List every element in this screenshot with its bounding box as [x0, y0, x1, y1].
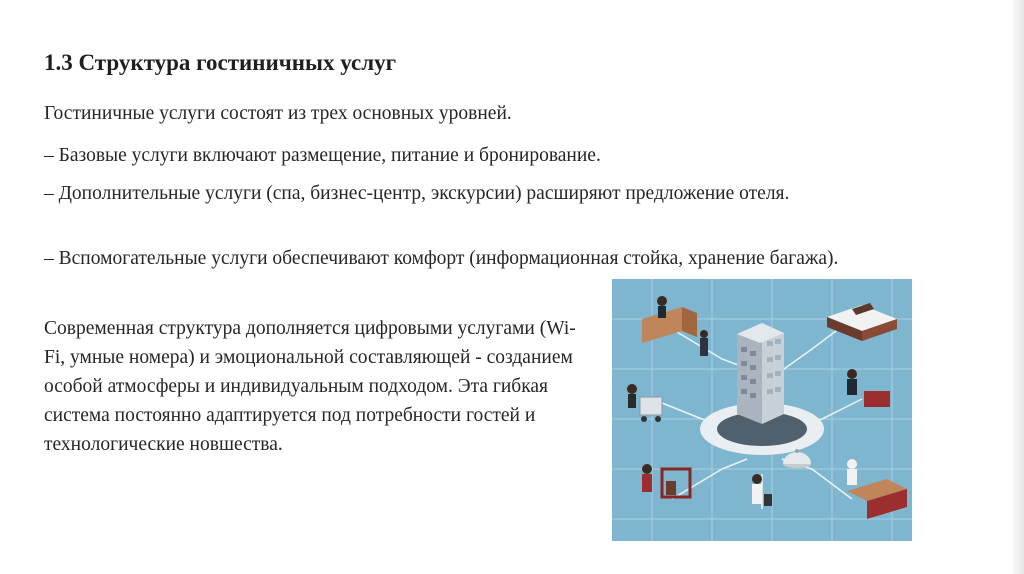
- basic-services-text: – Базовые услуги включают размещение, питание и бронирование.: [44, 145, 601, 166]
- auxiliary-services-text: – Вспомогательные услуги обеспечивают комфорт (информационная стойка, хранение багажа).: [44, 248, 839, 269]
- slide-title: 1.3 Структура гостиничных услуг: [44, 50, 397, 75]
- intro-text: Гостиничные услуги состоят из трех основных уровней.: [44, 103, 512, 124]
- hotel-services-illustration-icon: [612, 279, 912, 541]
- additional-services-text: – Дополнительные услуги (спа, бизнес-центр, экскурсии) расширяют предложение отеля.: [44, 183, 790, 204]
- slide-edge-shadow: [1010, 0, 1024, 574]
- modern-structure-text: Современная структура дополняется цифровыми услугами (Wi-Fi, умные номера) и эмоциональной составляющей - созданием особой атмосферы и индивидуальным подходом. Эта гибкая система постоянно адаптируется под потребности гостей и технологические новшества.: [44, 318, 576, 455]
